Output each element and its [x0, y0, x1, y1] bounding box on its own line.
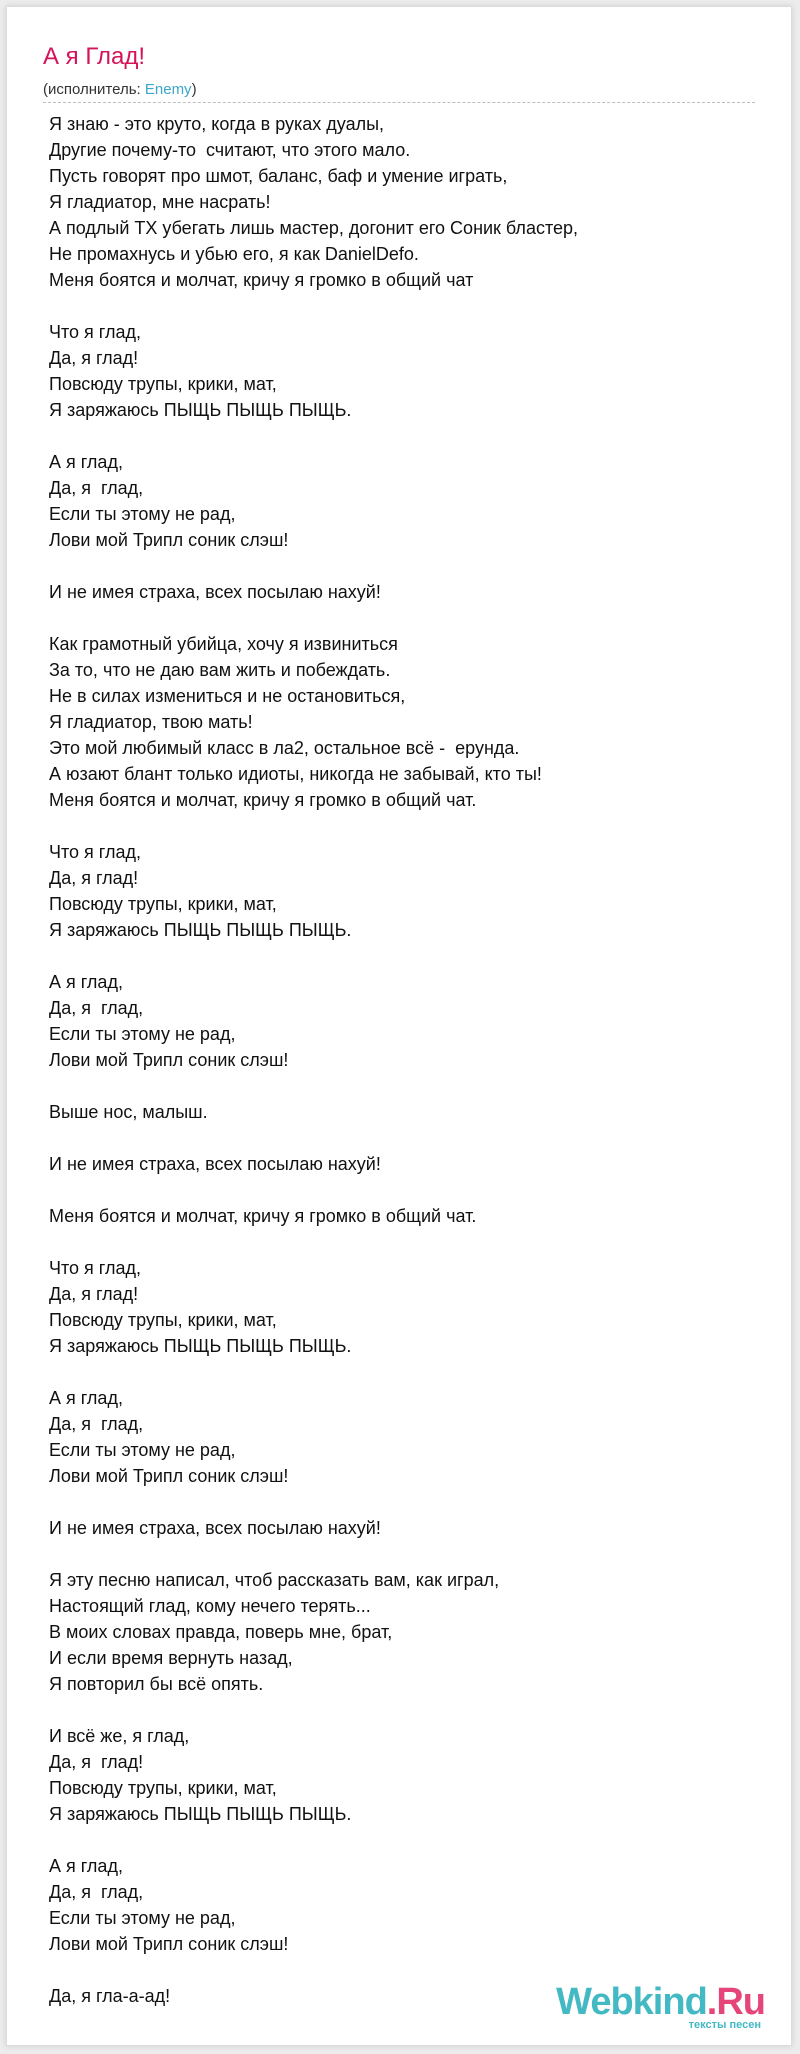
lyrics-stanza: [49, 1723, 769, 1827]
lyrics-stanza: [49, 111, 769, 293]
lyrics-text: [49, 111, 769, 2035]
lyrics-line: А я глад,: [49, 452, 123, 472]
lyrics-line: Да, я глад!: [49, 868, 139, 888]
lyrics-line: Я гладиатор, мне насрать!: [49, 192, 271, 212]
site-logo[interactable]: [556, 1983, 765, 2031]
lyrics-line: Меня боятся и молчат, кричу я громко в общий чат: [49, 270, 474, 290]
lyrics-stanza: [49, 1853, 769, 1957]
lyrics-line: Я повторил бы всё опять.: [49, 1674, 264, 1694]
logo-tld: .Ru: [706, 1981, 765, 2023]
title-divider: [43, 102, 755, 103]
lyrics-line: И не имея страха, всех посылаю нахуй!: [49, 582, 381, 602]
lyrics-stanza: [49, 1255, 769, 1359]
lyrics-stanza: [49, 631, 769, 813]
song-title: А я Глад!: [43, 43, 146, 70]
lyrics-line: И если время вернуть назад,: [49, 1648, 293, 1668]
lyrics-line: Я заряжаюсь ПЫЩЬ ПЫЩЬ ПЫЩЬ.: [49, 1804, 352, 1824]
lyrics-stanza: [49, 319, 769, 423]
lyrics-line: Я эту песню написал, чтоб рассказать вам, как играл,: [49, 1570, 500, 1590]
lyrics-line: В моих словах правда, поверь мне, брат,: [49, 1622, 393, 1642]
lyrics-line: Меня боятся и молчат, кричу я громко в общий чат.: [49, 1206, 477, 1226]
lyrics-stanza: [49, 449, 769, 553]
lyrics-stanza: [49, 1385, 769, 1489]
lyrics-line: Если ты этому не рад,: [49, 1024, 236, 1044]
lyrics-line: А я глад,: [49, 1388, 123, 1408]
lyrics-line: Не в силах измениться и не остановиться,: [49, 686, 406, 706]
lyrics-line: А я глад,: [49, 1856, 123, 1876]
logo-wordmark: [556, 1983, 765, 2021]
lyrics-line: Меня боятся и молчат, кричу я громко в общий чат.: [49, 790, 477, 810]
logo-tagline: тексты песен: [688, 2019, 761, 2031]
lyrics-line: Если ты этому не рад,: [49, 504, 236, 524]
lyrics-stanza: [49, 1203, 769, 1229]
lyrics-stanza: [49, 1151, 769, 1177]
lyrics-line: Лови мой Трипл соник слэш!: [49, 1050, 289, 1070]
lyrics-line: Если ты этому не рад,: [49, 1440, 236, 1460]
lyrics-stanza: [49, 1515, 769, 1541]
lyrics-line: Это мой любимый класс в ла2, остальное всё - ерунда.: [49, 738, 520, 758]
lyrics-line: И не имея страха, всех посылаю нахуй!: [49, 1518, 381, 1538]
lyrics-line: Я заряжаюсь ПЫЩЬ ПЫЩЬ ПЫЩЬ.: [49, 1336, 352, 1356]
lyrics-line: Повсюду трупы, крики, мат,: [49, 894, 277, 914]
lyrics-line: Да, я глад!: [49, 348, 139, 368]
performer-line: [43, 81, 197, 98]
lyrics-line: Как грамотный убийца, хочу я извиниться: [49, 634, 398, 654]
lyrics-stanza: [49, 579, 769, 605]
artist-link[interactable]: Enemy: [144, 81, 192, 98]
lyrics-line: Настоящий глад, кому нечего терять...: [49, 1596, 371, 1616]
lyrics-line: Да, я гла-а-ад!: [49, 1986, 171, 2006]
lyrics-line: А юзают блант только идиоты, никогда не забывай, кто ты!: [49, 764, 542, 784]
lyrics-line: И не имея страха, всех посылаю нахуй!: [49, 1154, 381, 1174]
lyrics-line: Если ты этому не рад,: [49, 1908, 236, 1928]
lyrics-line: А я глад,: [49, 972, 123, 992]
lyrics-line: Лови мой Трипл соник слэш!: [49, 530, 289, 550]
lyrics-card: [6, 6, 792, 2046]
lyrics-line: Я знаю - это круто, когда в руках дуалы,: [49, 114, 385, 134]
lyrics-line: Да, я глад,: [49, 998, 144, 1018]
lyrics-line: За то, что не даю вам жить и побеждать.: [49, 660, 391, 680]
lyrics-line: Не промахнусь и убью его, я как DanielDefo.: [49, 244, 419, 264]
lyrics-line: А подлый ТХ убегать лишь мастер, догонит его Соник бластер,: [49, 218, 579, 238]
lyrics-line: Лови мой Трипл соник слэш!: [49, 1466, 289, 1486]
lyrics-line: Другие почему-то считают, что этого мало.: [49, 140, 411, 160]
lyrics-line: Да, я глад!: [49, 1752, 144, 1772]
lyrics-stanza: [49, 1099, 769, 1125]
lyrics-line: Повсюду трупы, крики, мат,: [49, 374, 277, 394]
performer-prefix: (исполнитель:: [43, 81, 145, 98]
lyrics-line: Да, я глад,: [49, 478, 144, 498]
lyrics-stanza: [49, 1567, 769, 1697]
lyrics-stanza: [49, 969, 769, 1073]
lyrics-line: Я заряжаюсь ПЫЩЬ ПЫЩЬ ПЫЩЬ.: [49, 920, 352, 940]
lyrics-line: Выше нос, малыш.: [49, 1102, 208, 1122]
performer-suffix: ): [191, 81, 197, 98]
lyrics-line: Лови мой Трипл соник слэш!: [49, 1934, 289, 1954]
lyrics-line: Я заряжаюсь ПЫЩЬ ПЫЩЬ ПЫЩЬ.: [49, 400, 352, 420]
lyrics-line: Что я глад,: [49, 842, 141, 862]
lyrics-line: Что я глад,: [49, 1258, 141, 1278]
lyrics-line: Я гладиатор, твою мать!: [49, 712, 253, 732]
lyrics-line: И всё же, я глад,: [49, 1726, 190, 1746]
lyrics-line: Повсюду трупы, крики, мат,: [49, 1310, 277, 1330]
lyrics-stanza: [49, 839, 769, 943]
lyrics-line: Что я глад,: [49, 322, 141, 342]
lyrics-line: Да, я глад,: [49, 1414, 144, 1434]
lyrics-line: Повсюду трупы, крики, мат,: [49, 1778, 277, 1798]
lyrics-line: Да, я глад,: [49, 1882, 144, 1902]
lyrics-line: Пусть говорят про шмот, баланс, баф и умение играть,: [49, 166, 508, 186]
logo-name: Webkind: [556, 1981, 707, 2023]
lyrics-line: Да, я глад!: [49, 1284, 139, 1304]
